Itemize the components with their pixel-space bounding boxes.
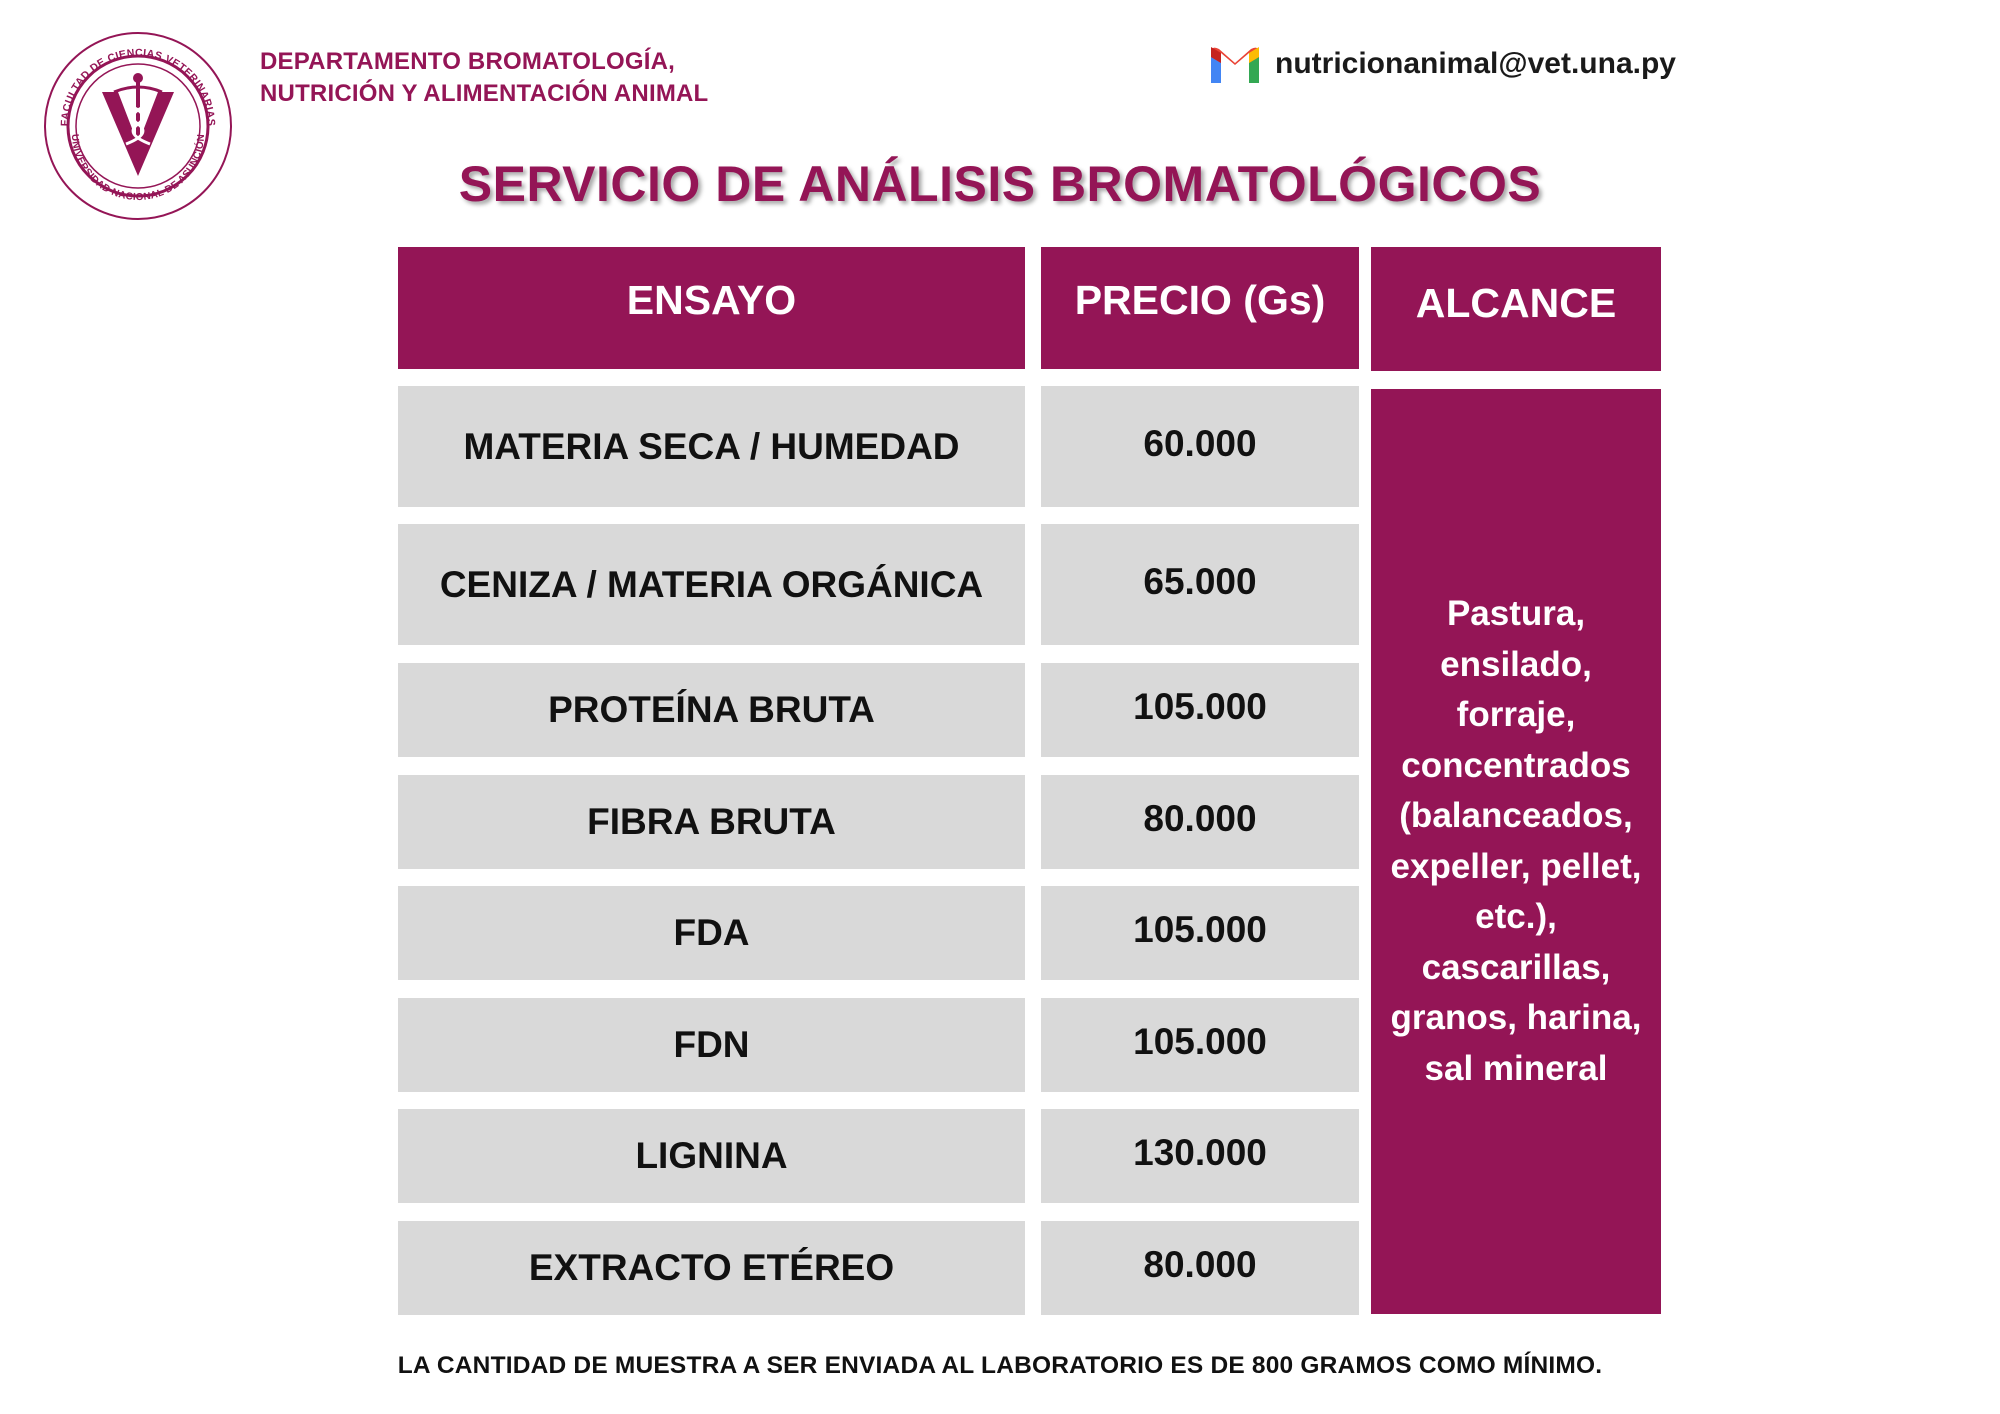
table-row-price — [1041, 663, 1359, 757]
gmail-icon — [1207, 43, 1263, 85]
price-value: 80.000 — [1143, 1244, 1257, 1285]
header-precio-label: PRECIO (Gs) — [1074, 276, 1326, 323]
test-name: EXTRACTO ETÉREO — [528, 1247, 895, 1288]
table-row-price — [1041, 775, 1359, 869]
header-alcance-label: ALCANCE — [1415, 279, 1617, 326]
page-title: SERVICIO DE ANÁLISIS BROMATOLÓGICOS — [458, 156, 1542, 212]
department-line-1: DEPARTAMENTO BROMATOLOGÍA, — [260, 48, 675, 75]
scope-cell — [1371, 389, 1661, 1314]
price-value: 105.000 — [1133, 909, 1267, 950]
table-row-price — [1041, 886, 1359, 980]
test-name: CENIZA / MATERIA ORGÁNICA — [439, 563, 984, 605]
svg-text:UNIVERSIDAD NACIONAL DE ASUNCI: UNIVERSIDAD NACIONAL DE ASUNCIÓN — [68, 133, 208, 204]
department-line-2: NUTRICIÓN Y ALIMENTACIÓN ANIMAL — [260, 80, 709, 107]
table-row-test — [398, 663, 1025, 757]
header-ensayo-label: ENSAYO — [626, 276, 797, 323]
contact-email[interactable] — [1207, 40, 1676, 88]
table-row-test — [398, 386, 1025, 507]
test-name: PROTEÍNA BRUTA — [548, 689, 875, 730]
scope-text: Pastura, ensilado, forraje, concentrados (balanceados, expeller, pellet, etc.), cascarillas, granos, harina, sal mineral — [1390, 594, 1642, 1088]
table-row-test — [398, 1109, 1025, 1203]
header-alcance — [1371, 247, 1661, 371]
test-name: FDA — [673, 912, 750, 953]
price-value: 80.000 — [1143, 798, 1257, 839]
test-name: LIGNINA — [635, 1135, 788, 1176]
table-row-price — [1041, 998, 1359, 1092]
test-name: FIBRA BRUTA — [587, 801, 836, 842]
svg-text:FACULTAD DE CIENCIAS VETERINAR: FACULTAD DE CIENCIAS VETERINARIAS — [58, 46, 218, 127]
header-precio — [1041, 247, 1359, 369]
table-row-price — [1041, 524, 1359, 645]
price-value: 105.000 — [1133, 686, 1267, 727]
price-value: 130.000 — [1133, 1132, 1267, 1173]
test-name: FDN — [673, 1024, 750, 1065]
table-row-test — [398, 886, 1025, 980]
sample-quantity-note: LA CANTIDAD DE MUESTRA A SER ENVIADA AL LABORATORIO ES DE 800 GRAMOS COMO MÍNIMO. — [397, 1352, 1603, 1379]
price-value: 65.000 — [1143, 560, 1257, 602]
test-name: MATERIA SECA / HUMEDAD — [463, 425, 960, 467]
table-row-test — [398, 1221, 1025, 1315]
department-name — [260, 46, 708, 110]
table-row-test — [398, 775, 1025, 869]
header-ensayo — [398, 247, 1025, 369]
table-row-test — [398, 998, 1025, 1092]
price-value: 105.000 — [1133, 1021, 1267, 1062]
price-value: 60.000 — [1143, 422, 1257, 464]
table-row-price — [1041, 1109, 1359, 1203]
table-row-price — [1041, 1221, 1359, 1315]
email-address[interactable]: nutricionanimal@vet.una.py — [1275, 47, 1676, 80]
table-row-test — [398, 524, 1025, 645]
table-row-price — [1041, 386, 1359, 507]
